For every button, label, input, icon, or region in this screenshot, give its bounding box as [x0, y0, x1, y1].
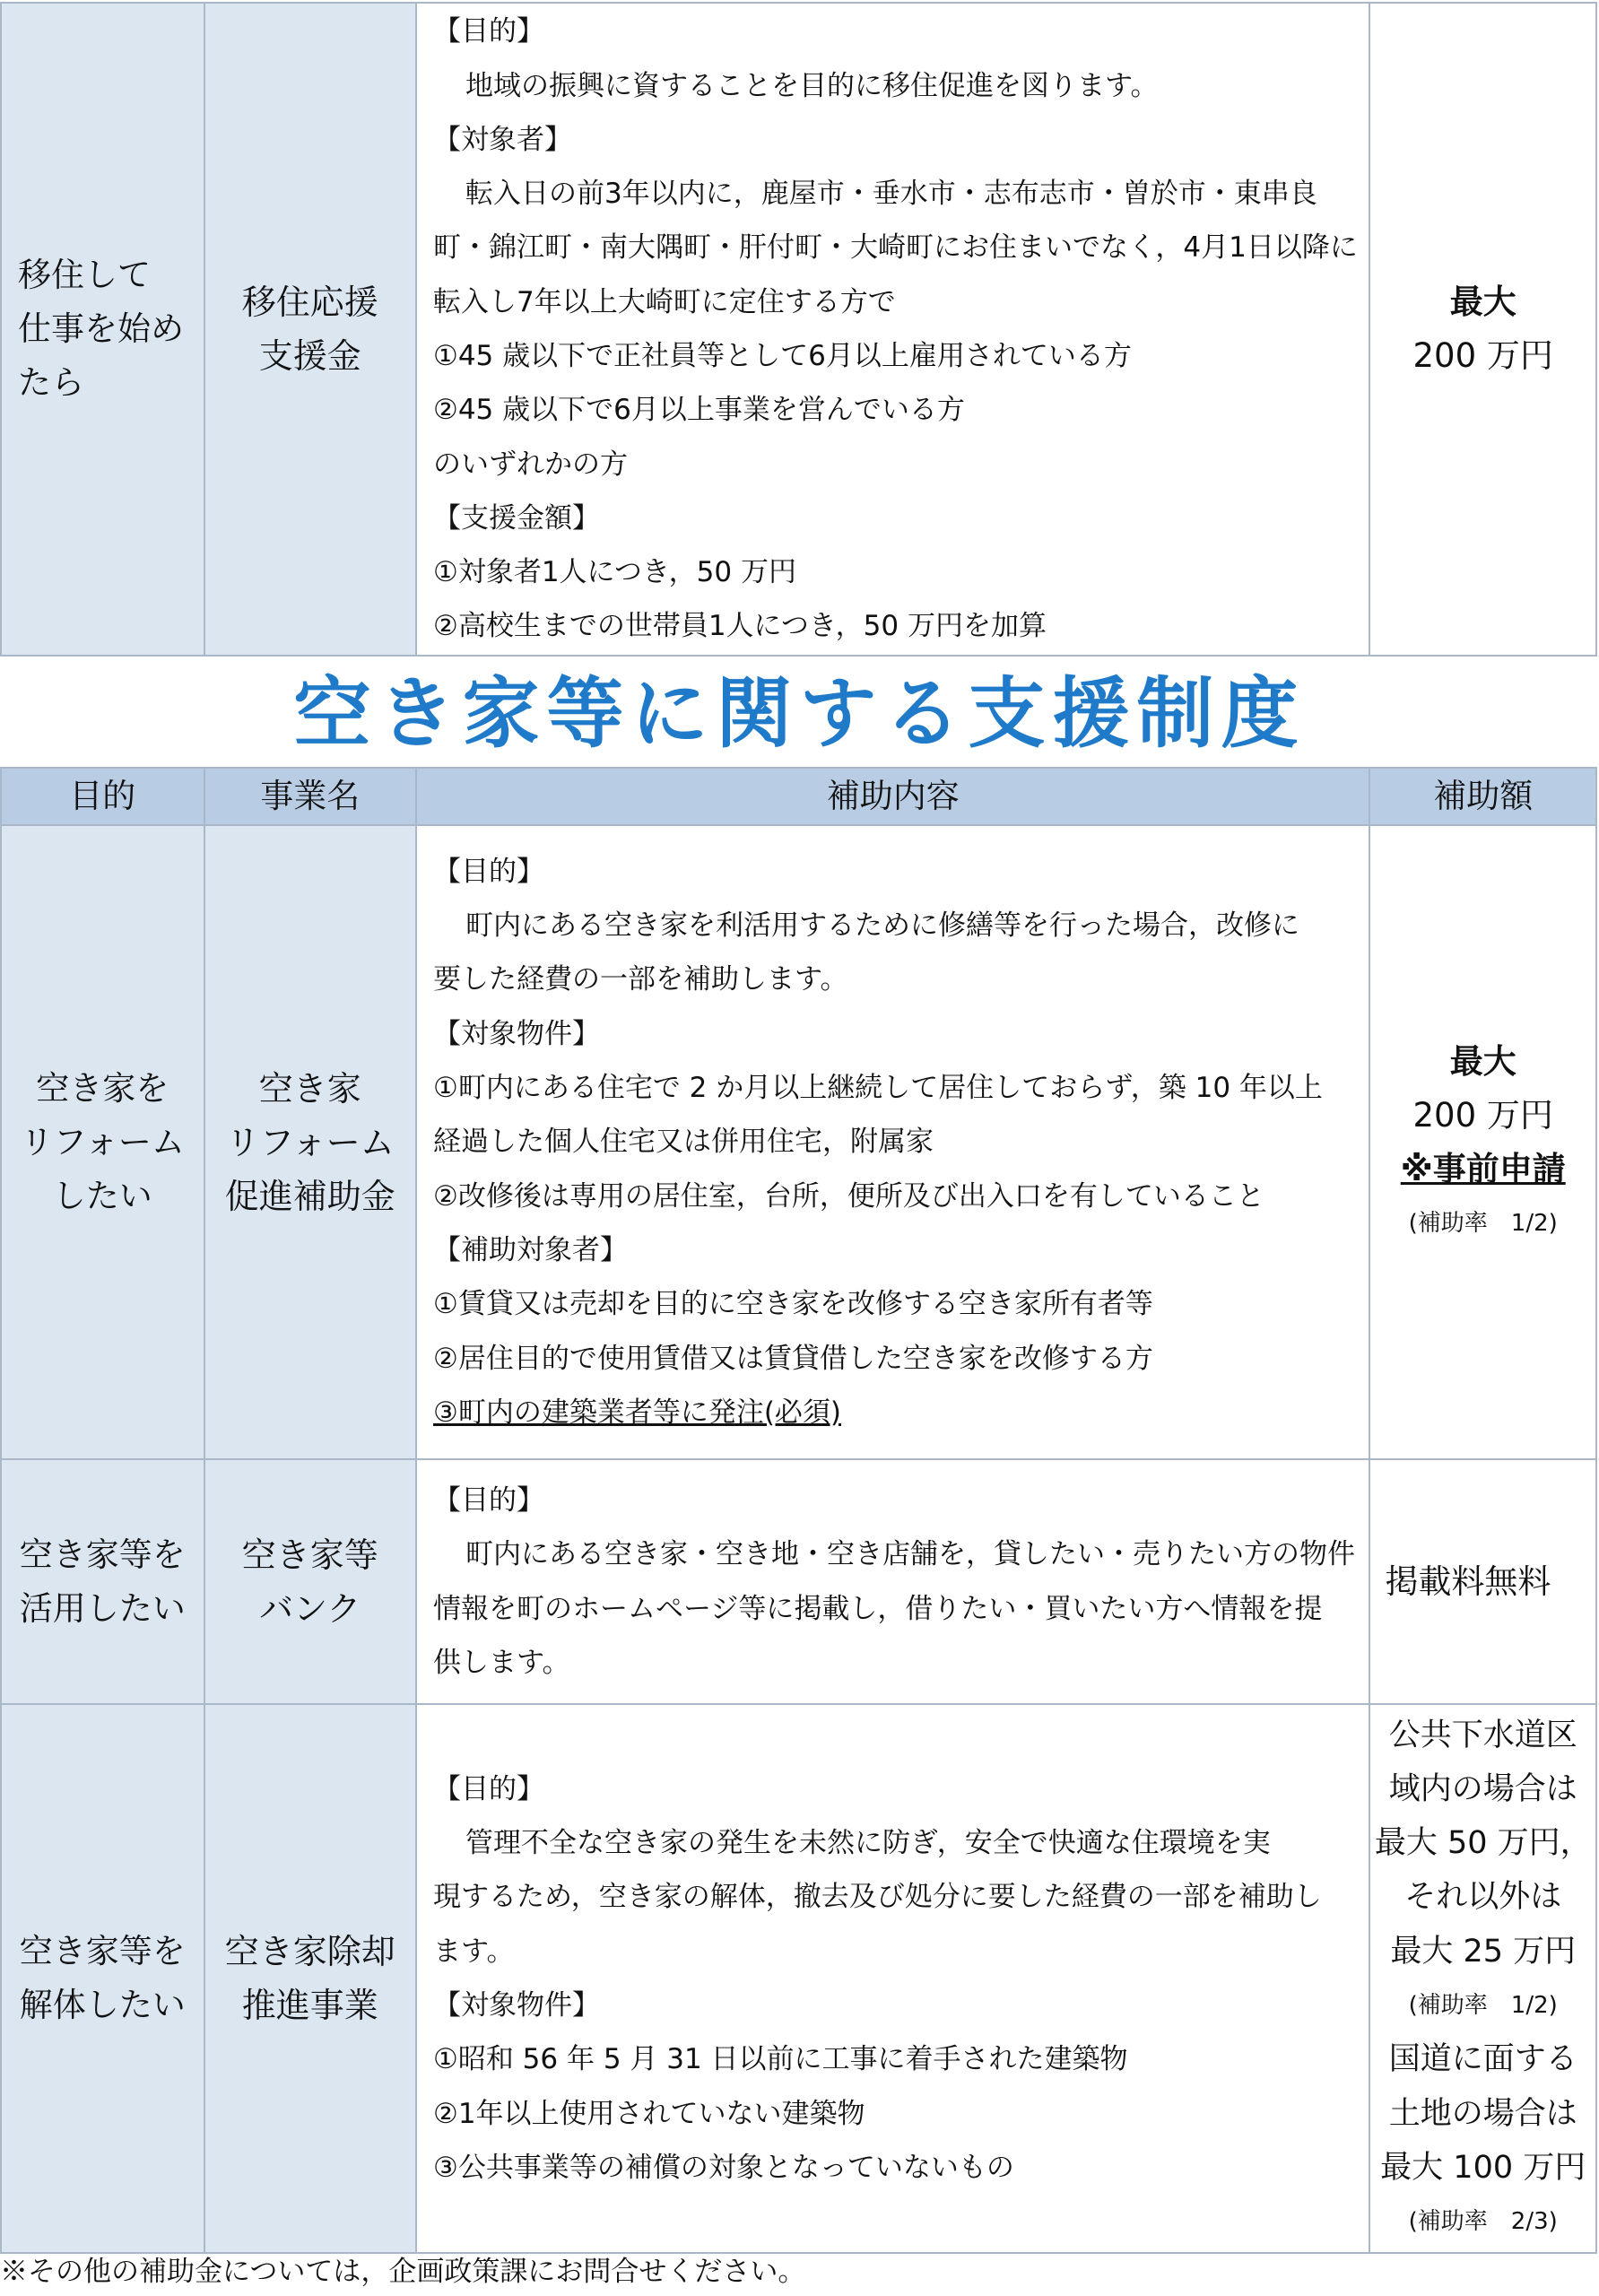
amount-line: 最大 25 万円 — [1390, 1933, 1577, 1970]
content-cell — [416, 1459, 1369, 1704]
content-line: ②45 歳以下で6月以上事業を営んでいる方 — [433, 394, 965, 427]
content-line: ②高校生までの世帯員1人につき，50 万円を加算 — [433, 610, 1047, 643]
section-title: 空き家等に関する支援制度 — [293, 669, 1306, 759]
amount-line: 国道に面する — [1388, 2041, 1577, 2078]
amount-line: 最大 50 万円， — [1374, 1825, 1592, 1862]
program-name-line: 支援金 — [258, 336, 361, 376]
program-name-line: 空き家 — [258, 1068, 361, 1109]
purpose-line: 空き家等を — [19, 1535, 186, 1574]
amount-line: 最大 — [1449, 283, 1516, 321]
content-heading: 【対象物件】 — [433, 1017, 601, 1050]
program-name-line: バンク — [259, 1588, 361, 1629]
table-header-row — [1, 768, 1596, 825]
content-line: ます。 — [433, 1935, 515, 1968]
header-name: 事業名 — [204, 768, 417, 825]
content-line: 要した経費の一部を補助します。 — [433, 963, 848, 996]
header-content: 補助内容 — [416, 768, 1369, 825]
amount-line: 土地の場合は — [1388, 2095, 1577, 2132]
content-cell — [416, 825, 1369, 1459]
program-name-line: 空き家除却 — [224, 1932, 395, 1971]
purpose-line: したい — [52, 1176, 152, 1215]
program-name-line: 空き家等 — [241, 1535, 378, 1575]
amount-cell — [1369, 1704, 1596, 2253]
amount-line: 200 万円 — [1412, 1095, 1553, 1135]
amount-line: 200 万円 — [1412, 336, 1553, 375]
amount-line: 域内の場合は — [1388, 1770, 1577, 1807]
amount-line: 最大 100 万円 — [1380, 2149, 1586, 2186]
content-line: 現するため，空き家の解体，撤去及び処分に要した経費の一部を補助し — [433, 1881, 1322, 1914]
purpose-line: リフォーム — [20, 1122, 185, 1161]
subsidy-rate: (補助率 1/2) — [1408, 1209, 1558, 1237]
purpose-cell — [1, 1704, 204, 2253]
content-line: 地域の振興に資することを目的に移住促進を図ります。 — [465, 69, 1159, 102]
content-line: ②1年以上使用されていない建築物 — [433, 2097, 865, 2130]
amount-cell — [1369, 825, 1596, 1459]
content-heading: 【目的】 — [433, 1772, 545, 1805]
table-row — [1, 3, 1596, 656]
content-line: 管理不全な空き家の発生を未然に防ぎ，安全で快適な住環境を実 — [465, 1827, 1271, 1860]
vacant-house-support-table — [0, 767, 1597, 2254]
table-row — [1, 1704, 1596, 2253]
content-heading: 【補助対象者】 — [433, 1233, 629, 1266]
purpose-line: 仕事を始め — [18, 309, 184, 348]
content-cell — [416, 3, 1369, 656]
content-line: のいずれかの方 — [433, 448, 629, 481]
content-heading: 【対象物件】 — [433, 1989, 601, 2022]
content-line: 転入し7年以上大崎町に定住する方で — [433, 285, 896, 318]
program-name-line: 促進補助金 — [224, 1176, 395, 1216]
program-name-cell — [204, 825, 417, 1459]
prior-application-note: ※事前申請 — [1400, 1149, 1566, 1188]
content-heading: 【目的】 — [433, 15, 545, 48]
content-line: 転入日の前3年以内に，鹿屋市・垂水市・志布志市・曽於市・東串良 — [465, 178, 1317, 211]
content-line: ①賃貸又は売却を目的に空き家を改修する空き家所有者等 — [433, 1288, 1153, 1321]
purpose-line: 空き家等を — [19, 1932, 186, 1970]
purpose-line: たら — [18, 363, 84, 402]
content-line: ②居住目的で使用賃借又は賃貸借した空き家を改修する方 — [433, 1342, 1153, 1375]
table-row — [1, 1459, 1596, 1704]
purpose-line: 移住して — [18, 256, 151, 294]
program-name-cell — [204, 1704, 417, 2253]
purpose-line: 活用したい — [19, 1588, 186, 1628]
content-line: 町内にある空き家を利活用するために修繕等を行った場合，改修に — [465, 909, 1300, 943]
subsidy-rate: (補助率 2/3) — [1408, 2208, 1558, 2236]
program-name-line: 移住応援 — [241, 283, 378, 322]
purpose-cell — [1, 1459, 204, 1704]
content-line: 町・錦江町・南大隅町・肝付町・大崎町にお住まいでなく，4月1日以降に — [433, 231, 1358, 265]
purpose-line: 解体したい — [19, 1986, 186, 2024]
content-heading: 【目的】 — [433, 855, 545, 888]
content-line: 経過した個人住宅又は併用住宅，附属家 — [433, 1126, 934, 1159]
required-note: ③町内の建築業者等に発注(必須) — [433, 1396, 842, 1429]
amount-cell — [1369, 1459, 1596, 1704]
purpose-cell — [1, 825, 204, 1459]
header-purpose: 目的 — [1, 768, 204, 825]
table-row — [1, 825, 1596, 1459]
amount-line: 掲載料無料 — [1385, 1561, 1551, 1601]
content-line: ①45 歳以下で正社員等として6月以上雇用されている方 — [433, 340, 1132, 372]
amount-line: 最大 — [1449, 1041, 1516, 1081]
amount-cell — [1369, 3, 1596, 656]
content-line: ②改修後は専用の居住室，台所，便所及び出入口を有していること — [433, 1179, 1264, 1213]
program-name-line: 推進事業 — [241, 1986, 378, 2025]
program-name-cell — [204, 1459, 417, 1704]
content-cell — [416, 1704, 1369, 2253]
content-line: 町内にある空き家・空き地・空き店舗を，貸したい・売りたい方の物件 — [465, 1538, 1356, 1571]
header-amount: 補助額 — [1369, 768, 1596, 825]
content-heading: 【支援金額】 — [433, 501, 601, 535]
content-heading: 【目的】 — [433, 1483, 545, 1517]
purpose-cell — [1, 3, 204, 656]
migration-support-table — [0, 2, 1597, 657]
content-line: 供します。 — [433, 1646, 570, 1679]
content-line: ①昭和 56 年 5 月 31 日以前に工事に着手された建築物 — [433, 2043, 1128, 2076]
footnote: ※その他の補助金については，企画政策課にお問合せください。 — [0, 2256, 806, 2288]
content-line: ③公共事業等の補償の対象となっていないもの — [433, 2151, 1014, 2184]
content-line: ①町内にある住宅で 2 か月以上継続して居住しておらず，築 10 年以上 — [433, 1072, 1323, 1105]
purpose-line: 空き家を — [36, 1068, 169, 1108]
amount-line: それ以外は — [1404, 1879, 1562, 1916]
content-heading: 【対象者】 — [433, 123, 573, 156]
content-line: 情報を町のホームページ等に掲載し，借りたい・買いたい方へ情報を提 — [433, 1592, 1323, 1625]
content-line: ①対象者1人につき，50 万円 — [433, 556, 796, 589]
amount-line: 公共下水道区 — [1388, 1717, 1577, 1753]
program-name-cell — [204, 3, 417, 656]
program-name-line: リフォーム — [225, 1122, 395, 1162]
subsidy-rate: (補助率 1/2) — [1408, 1992, 1558, 2019]
